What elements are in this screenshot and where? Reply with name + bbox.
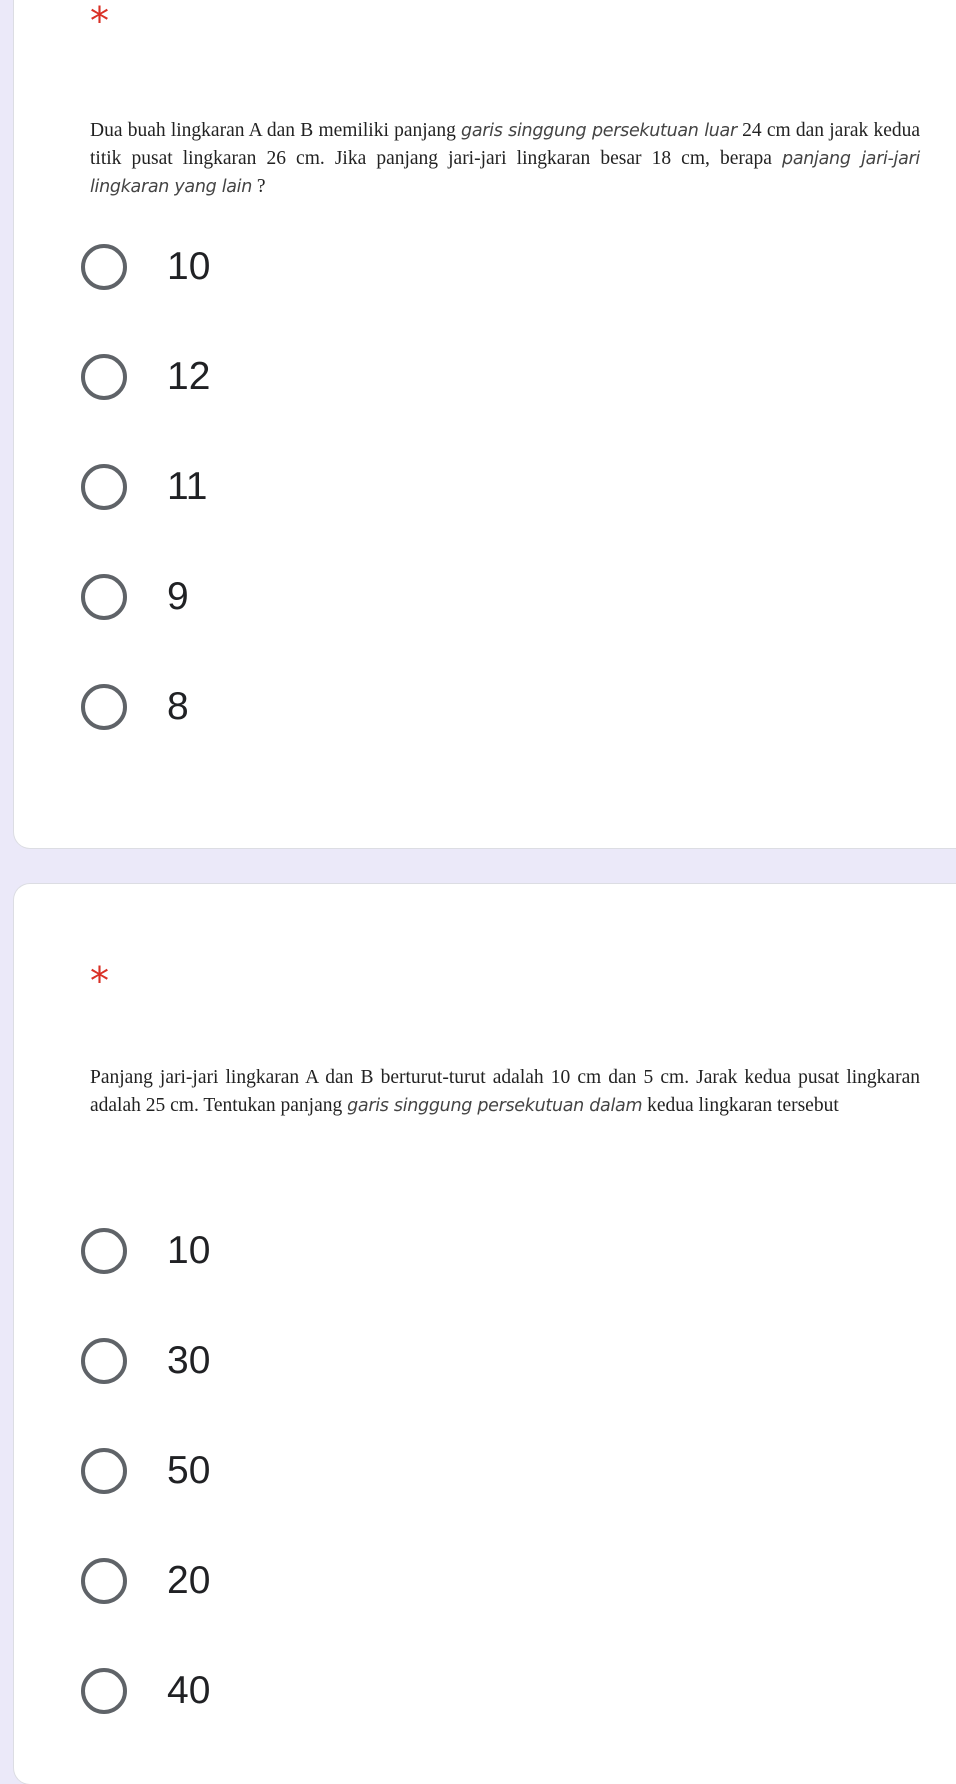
option-q1-d[interactable] — [81, 542, 210, 652]
option-label: 8 — [167, 685, 189, 728]
option-q1-a[interactable] — [81, 212, 210, 322]
radio-button[interactable] — [81, 1558, 127, 1604]
question-1-text-cont: 24 cm dan jarak kedua titik pusat lingkaran 26 cm. Jika panjang jari-jari lingkaran besar 18 cm, berapa — [90, 120, 921, 169]
question-2-options — [81, 1196, 210, 1746]
question-2-image — [90, 1064, 920, 1120]
question-2-text: Panjang jari-jari lingkaran A dan B berturut-turut adalah 10 cm dan 5 cm. Jarak kedua pusat lingkaran adalah 25 cm. Tentukan panjang — [90, 1067, 920, 1116]
radio-button[interactable] — [81, 684, 127, 730]
option-label: 11 — [167, 465, 208, 508]
option-label: 9 — [167, 575, 189, 618]
option-q1-e[interactable] — [81, 652, 210, 762]
question-card-1 — [14, 0, 956, 848]
option-q2-c[interactable] — [81, 1416, 210, 1526]
option-label: 20 — [167, 1559, 211, 1602]
option-q2-a[interactable] — [81, 1196, 210, 1306]
radio-button[interactable] — [81, 574, 127, 620]
option-q1-b[interactable] — [81, 322, 210, 432]
question-1-text: Dua buah lingkaran A dan B memiliki panjang — [90, 120, 462, 141]
option-label: 30 — [167, 1339, 211, 1382]
radio-button[interactable] — [81, 1228, 127, 1274]
question-2-italic-term: garis singgung persekutuan dalam — [347, 1096, 643, 1116]
radio-button[interactable] — [81, 1668, 127, 1714]
option-q1-c[interactable] — [81, 432, 210, 542]
radio-button[interactable] — [81, 1338, 127, 1384]
radio-button[interactable] — [81, 1448, 127, 1494]
required-asterisk: * — [90, 959, 109, 1003]
question-1-italic-phrase: panjang jari-jari lingkaran yang lain — [90, 149, 920, 197]
option-label: 40 — [167, 1669, 211, 1712]
option-q2-d[interactable] — [81, 1526, 210, 1636]
option-label: 10 — [167, 1229, 211, 1272]
option-q2-b[interactable] — [81, 1306, 210, 1416]
question-2-text-end: kedua lingkaran tersebut — [642, 1095, 839, 1116]
option-q2-e[interactable] — [81, 1636, 210, 1746]
option-label: 50 — [167, 1449, 211, 1492]
question-1-image — [90, 117, 920, 201]
radio-button[interactable] — [81, 244, 127, 290]
radio-button[interactable] — [81, 464, 127, 510]
question-1-options — [81, 212, 210, 762]
required-asterisk: * — [90, 0, 109, 43]
question-1-text-end: ? — [252, 176, 266, 197]
option-label: 10 — [167, 245, 211, 288]
question-card-2 — [14, 884, 956, 1784]
radio-button[interactable] — [81, 354, 127, 400]
option-label: 12 — [167, 355, 211, 398]
question-1-italic-term: garis singgung persekutuan luar — [461, 121, 737, 141]
